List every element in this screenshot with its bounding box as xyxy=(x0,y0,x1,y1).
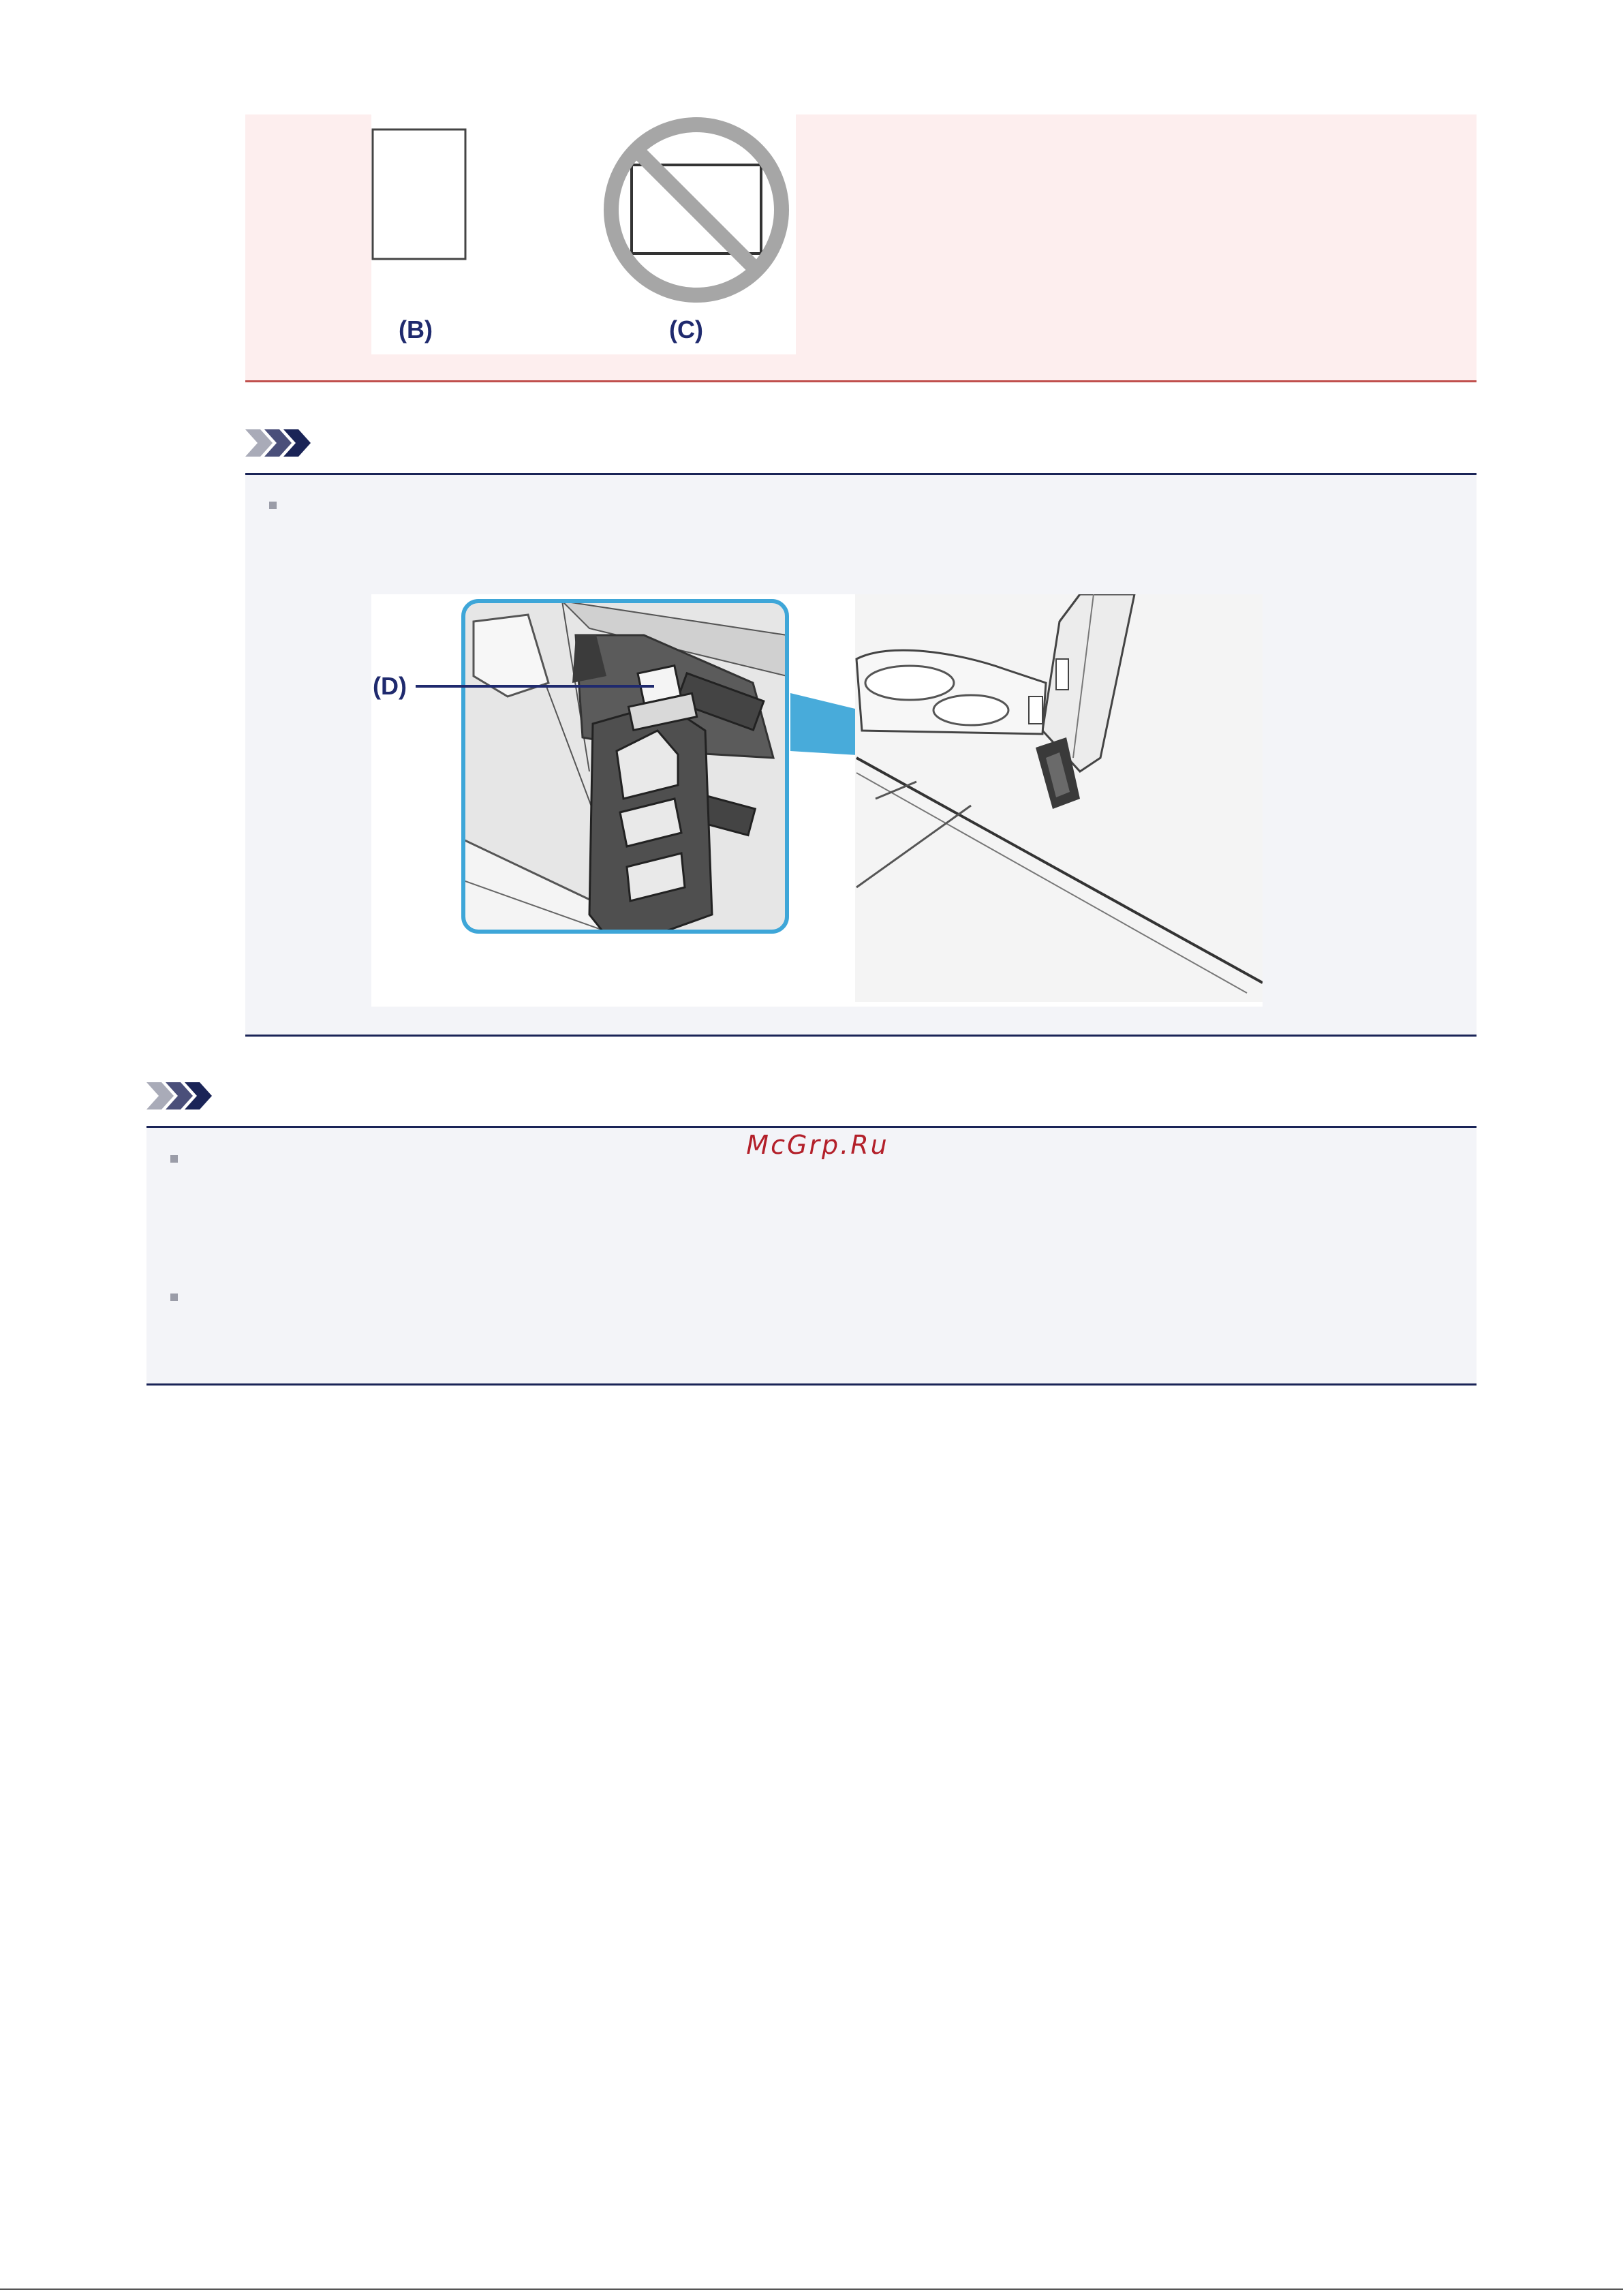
footer-rule xyxy=(0,2289,1623,2290)
paper-guide-figure xyxy=(371,594,1263,1007)
figure-label-c: (C) xyxy=(669,316,703,343)
zoomed-guide-detail xyxy=(463,601,787,949)
prohibited-landscape-icon xyxy=(611,125,782,295)
note-icon xyxy=(245,429,311,457)
portrait-paper-icon xyxy=(373,129,465,259)
figure-label-d: (D) xyxy=(373,672,407,700)
bullet-marker xyxy=(170,1294,178,1301)
paper-orientation-figure xyxy=(371,114,796,354)
printer-overview xyxy=(855,594,1263,1002)
note-icon xyxy=(146,1082,212,1109)
paper-guide-drawing xyxy=(371,594,1263,1007)
bullet-marker xyxy=(170,1155,178,1163)
note-box xyxy=(146,1126,1477,1386)
paper-orientation-drawing xyxy=(371,114,796,354)
watermark-text: McGrp.Ru xyxy=(746,1130,889,1160)
figure-label-b: (B) xyxy=(399,316,433,343)
bullet-marker xyxy=(269,502,277,509)
